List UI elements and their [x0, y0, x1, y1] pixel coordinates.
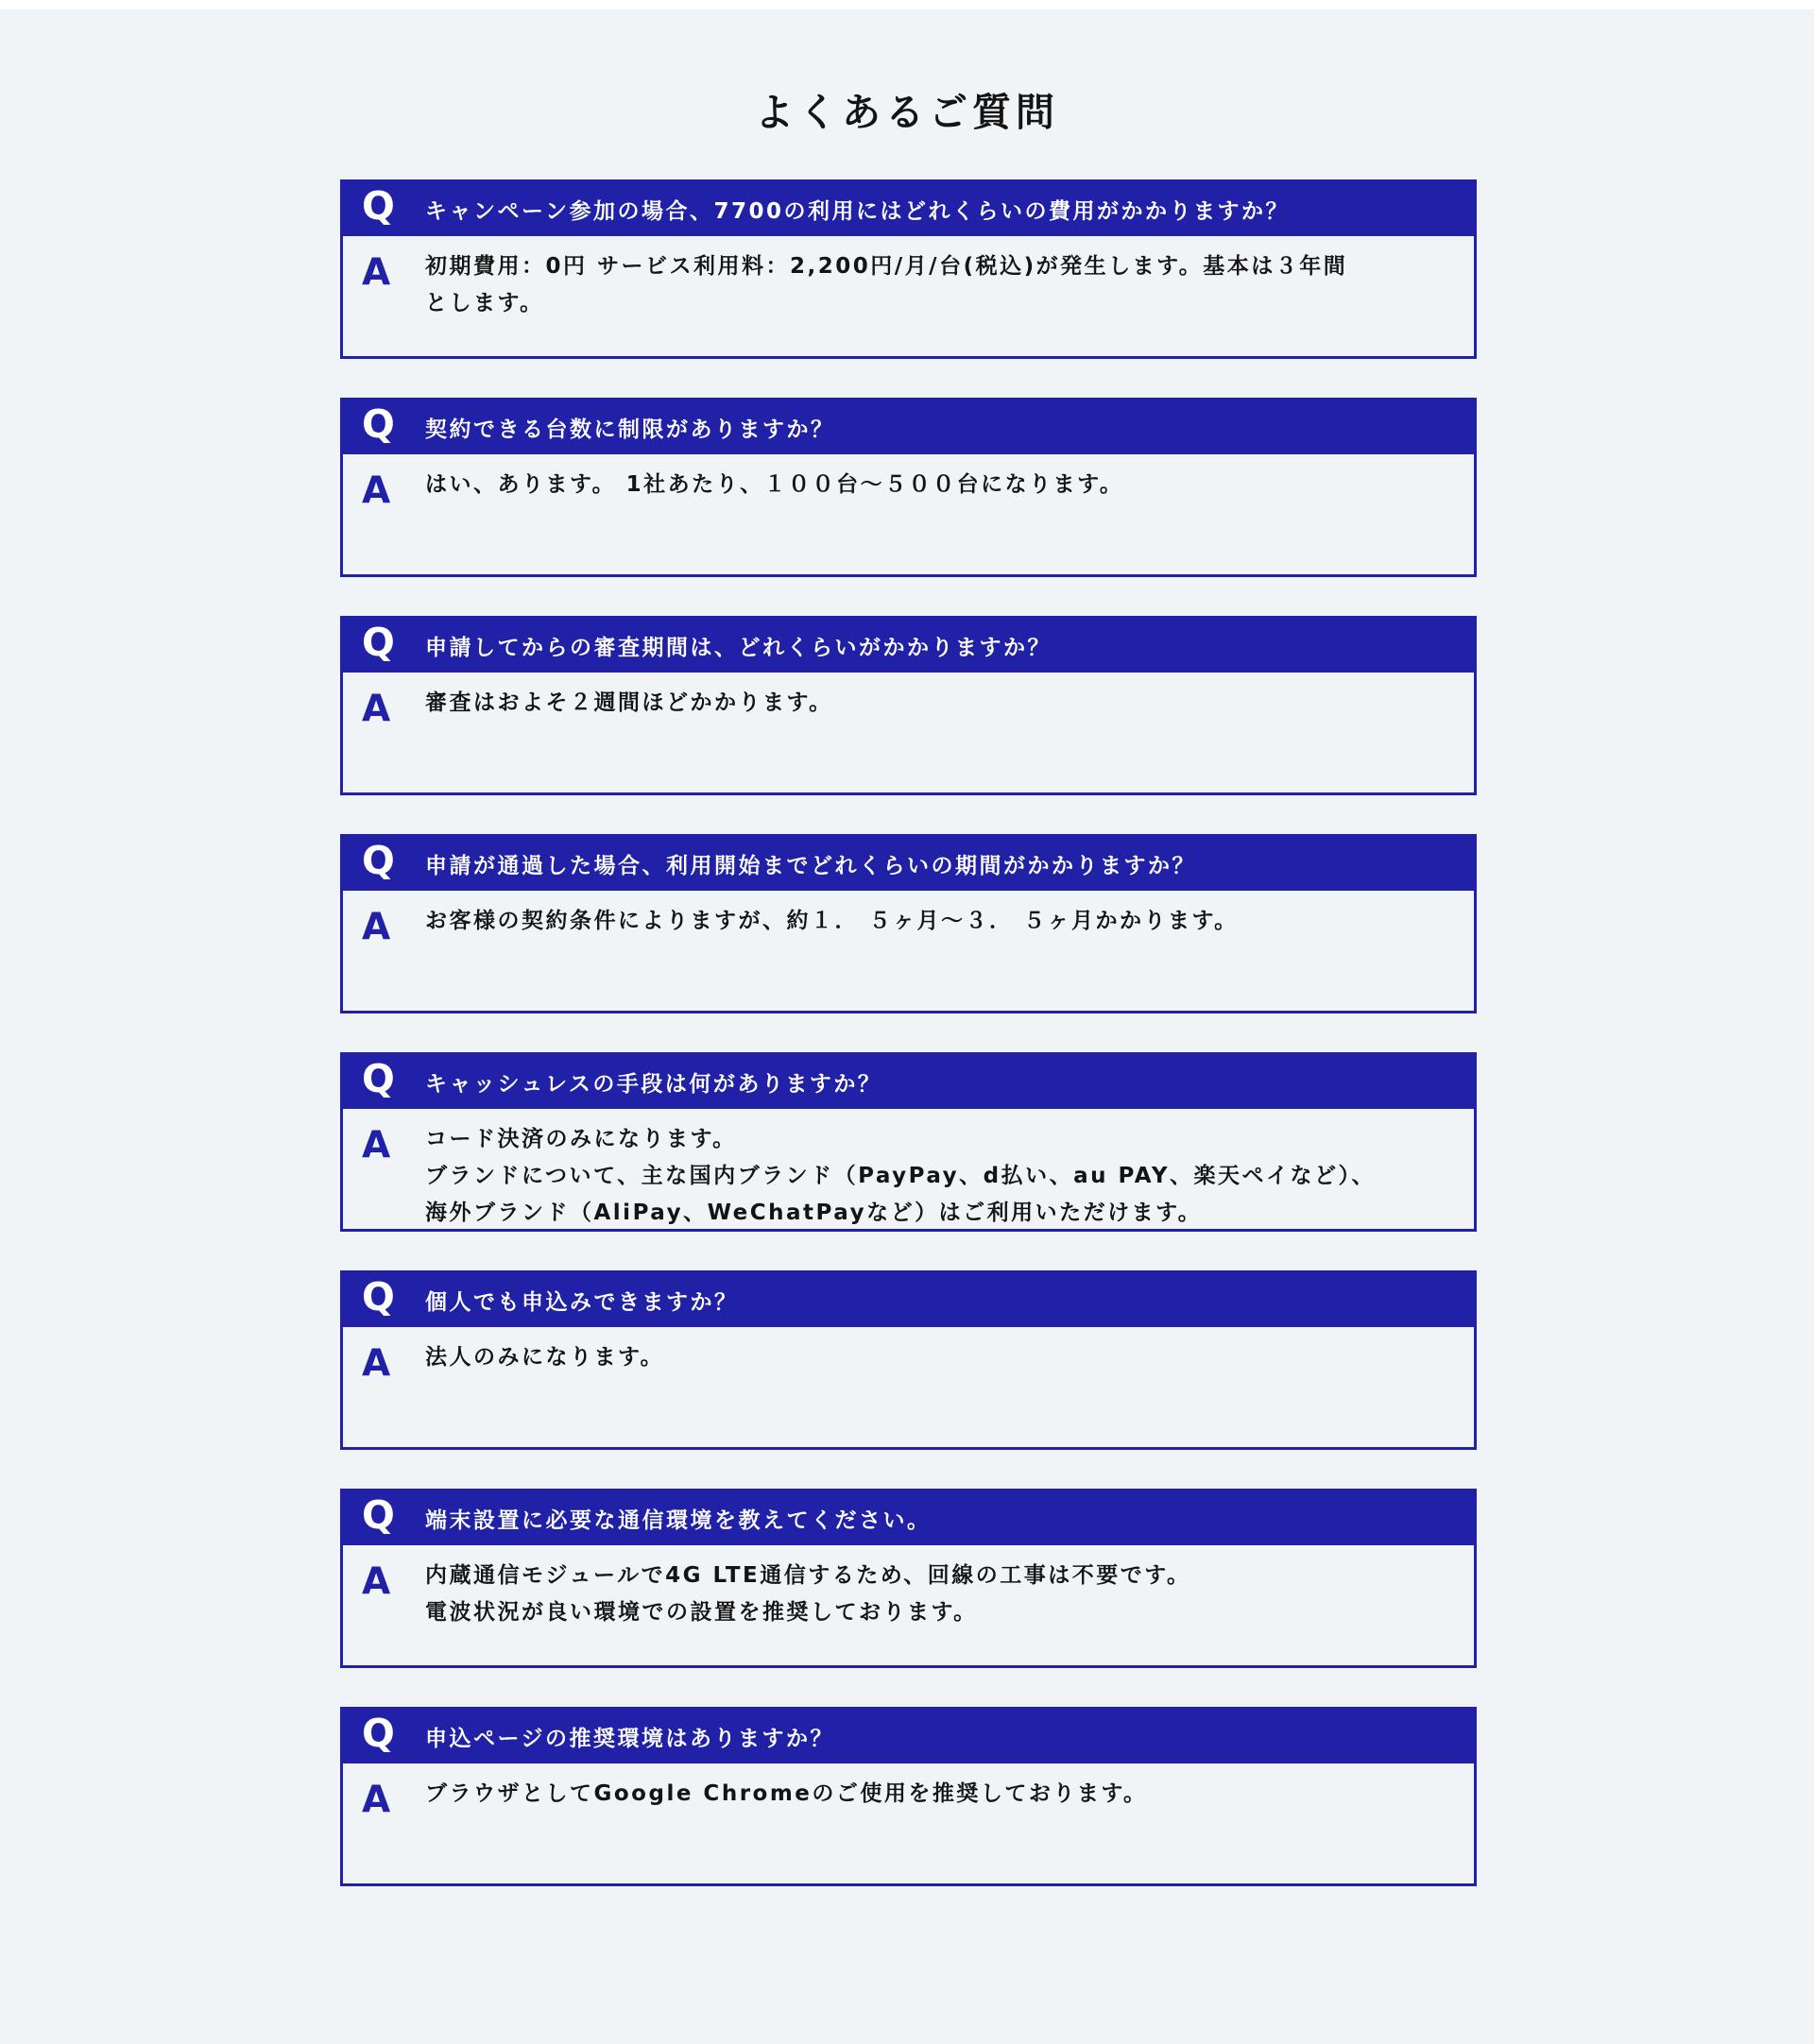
question-text: 申込ページの推奨環境はありますか？ — [425, 1727, 835, 1751]
question-text: 申請してからの審査期間は、どれくらいがかかりますか？ — [425, 636, 1052, 660]
answer-line: コード決済のみになります。 — [425, 1127, 737, 1151]
answer-line: 法人のみになります。 — [425, 1345, 665, 1370]
question-mark-icon: Q — [362, 401, 395, 447]
question-text: キャンペーン参加の場合、7700の利用にはどれくらいの費用がかかりますか？ — [425, 199, 1291, 224]
faq-item — [340, 398, 1477, 577]
answer-mark-icon: A — [362, 1779, 391, 1821]
answer-line: 内蔵通信モジュールで4G LTE通信するため、回線の工事は不要です。 — [425, 1563, 1191, 1588]
question-mark-icon: Q — [362, 620, 395, 665]
answer-mark-icon: A — [362, 1342, 391, 1385]
question-row — [343, 619, 1474, 673]
answer-row — [343, 1545, 1474, 1631]
answer-text — [425, 467, 1436, 509]
question-text: キャッシュレスの手段は何がありますか？ — [425, 1072, 882, 1097]
answer-text — [425, 903, 1436, 945]
question-text: 申請が通過した場合、利用開始までどれくらいの期間がかかりますか？ — [425, 854, 1196, 878]
faq-item — [340, 1707, 1477, 1886]
answer-line: はい、あります。 1社あたり、１００台～５００台になります。 — [425, 472, 1124, 497]
faq-item — [340, 1270, 1477, 1450]
answer-text — [425, 248, 1436, 322]
question-mark-icon: Q — [362, 1056, 395, 1101]
answer-row — [343, 454, 1474, 512]
answer-text — [425, 1776, 1436, 1818]
answer-row — [343, 1109, 1474, 1232]
answer-line: ブラウザとしてGoogle Chromeのご使用を推奨しております。 — [425, 1781, 1148, 1806]
answer-line: お客様の契約条件によりますが、約１． ５ヶ月～３． ５ヶ月かかります。 — [425, 909, 1239, 933]
answer-row — [343, 1327, 1474, 1385]
answer-mark-icon: A — [362, 251, 391, 294]
question-mark-icon: Q — [362, 838, 395, 883]
page-title: よくあるご質問 — [755, 90, 1059, 135]
question-mark-icon: Q — [362, 1492, 395, 1538]
question-text: 端末設置に必要な通信環境を教えてください。 — [425, 1508, 932, 1533]
answer-mark-icon: A — [362, 469, 391, 512]
question-row — [343, 1055, 1474, 1109]
question-row — [343, 1273, 1474, 1327]
faq-item — [340, 179, 1477, 359]
question-mark-icon: Q — [362, 1274, 395, 1320]
answer-row — [343, 673, 1474, 730]
faq-item — [340, 616, 1477, 795]
question-row — [343, 1710, 1474, 1763]
question-row — [343, 400, 1474, 454]
answer-text — [425, 685, 1436, 727]
answer-text — [425, 1339, 1436, 1382]
answer-mark-icon: A — [362, 1560, 391, 1603]
answer-line: とします。 — [425, 291, 544, 315]
question-mark-icon: Q — [362, 183, 395, 229]
answer-mark-icon: A — [362, 906, 391, 948]
answer-line: ブランドについて、主な国内ブランド（PayPay、d払い、au PAY、楽天ペイなど）、 — [425, 1164, 1377, 1188]
answer-text — [425, 1558, 1436, 1631]
answer-line: 海外ブランド（AliPay、WeChatPayなど）はご利用いただけます。 — [425, 1201, 1203, 1225]
question-text: 個人でも申込みできますか？ — [425, 1290, 739, 1315]
question-row — [343, 182, 1474, 236]
answer-line: 初期費用：0円 サービス利用料：2,200円/月/台(税込)が発生します。基本は３年間 — [425, 254, 1348, 279]
answer-row — [343, 236, 1474, 322]
answer-row — [343, 1763, 1474, 1821]
answer-mark-icon: A — [362, 688, 391, 730]
faq-item — [340, 834, 1477, 1013]
answer-text — [425, 1121, 1436, 1232]
faq-list — [340, 179, 1477, 1925]
faq-item — [340, 1052, 1477, 1232]
answer-line: 審査はおよそ２週間ほどかかります。 — [425, 690, 833, 715]
answer-mark-icon: A — [362, 1124, 391, 1167]
question-text: 契約できる台数に制限がありますか？ — [425, 417, 835, 442]
question-row — [343, 1491, 1474, 1545]
question-row — [343, 837, 1474, 891]
answer-line: 電波状況が良い環境での設置を推奨しております。 — [425, 1600, 978, 1625]
question-mark-icon: Q — [362, 1711, 395, 1756]
answer-row — [343, 891, 1474, 948]
faq-page — [0, 9, 1814, 2044]
faq-item — [340, 1489, 1477, 1668]
